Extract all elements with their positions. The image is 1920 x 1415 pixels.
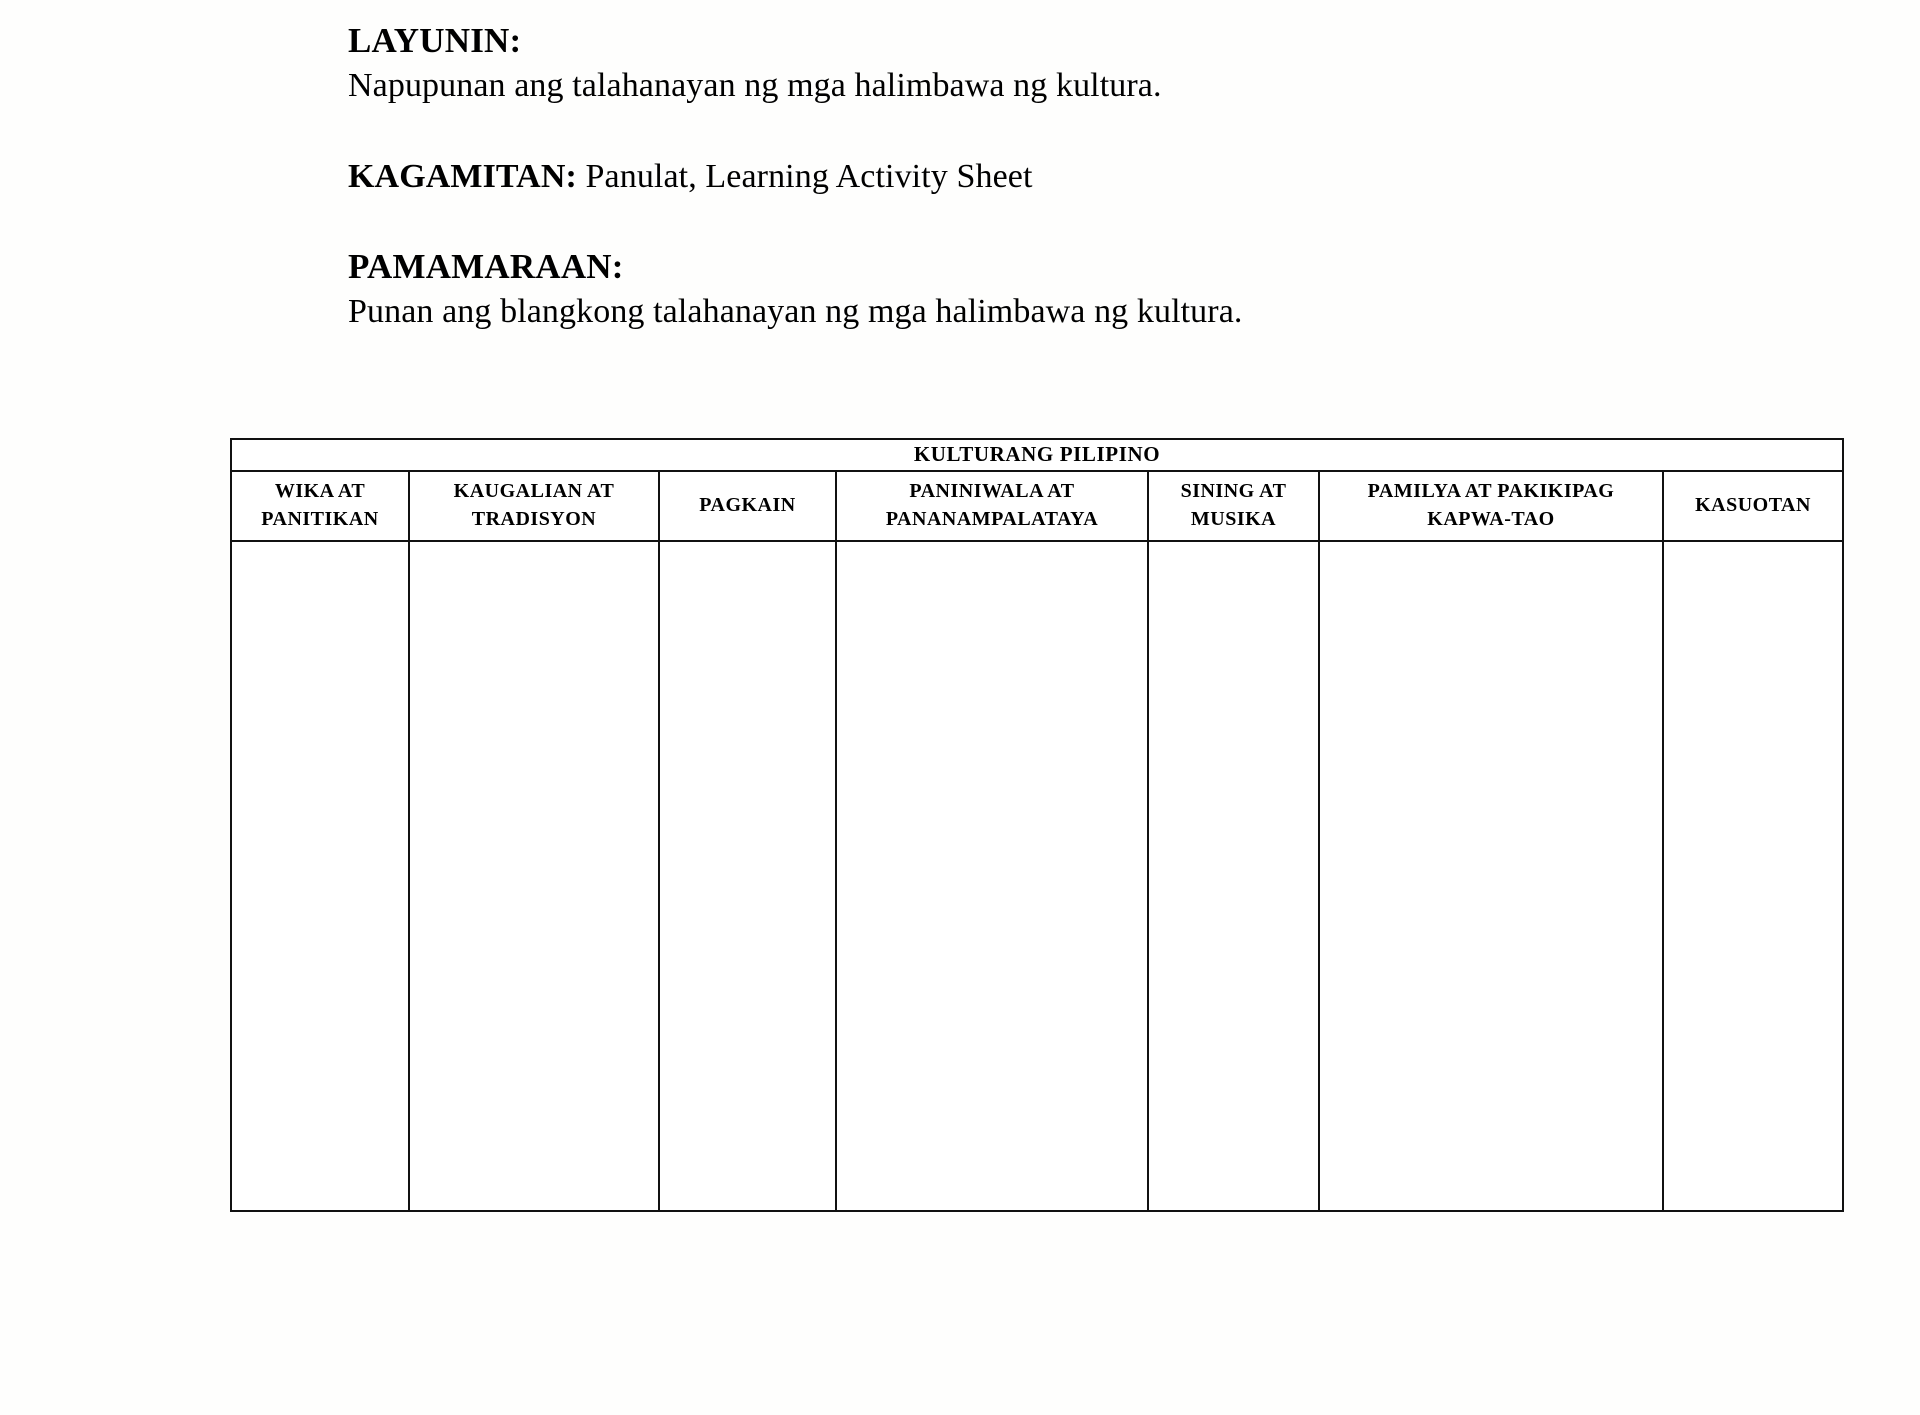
table-header-row	[231, 471, 1843, 541]
column-header-kaugalian-at-tradisyon	[409, 471, 659, 541]
answer-cell-pamilya-at-pakikipag-kapwa-tao[interactable]	[1319, 541, 1663, 1211]
header-line-2: TRADISYON	[471, 508, 597, 530]
spacer-2	[348, 200, 1648, 244]
answer-cell-kasuotan[interactable]	[1663, 541, 1843, 1211]
answer-cell-wika-at-panitikan[interactable]	[231, 541, 409, 1211]
kagamitan-body: Panulat, Learning Activity Sheet	[585, 158, 1033, 196]
answer-cell-paniniwala-at-pananampalataya[interactable]	[836, 541, 1148, 1211]
column-header-wika-at-panitikan	[231, 471, 409, 541]
table-row	[231, 541, 1843, 1211]
header-line-2: PANITIKAN	[261, 508, 379, 530]
header-line-2: KAPWA-TAO	[1427, 508, 1555, 530]
layunin-heading: LAYUNIN:	[348, 21, 522, 60]
column-header-pagkain	[659, 471, 836, 541]
header-line-1: PANINIWALA AT	[909, 480, 1075, 503]
header-line-2: PANANAMPALATAYA	[885, 508, 1099, 530]
column-header-kasuotan	[1663, 471, 1843, 541]
answer-cell-pagkain[interactable]	[659, 541, 836, 1211]
instructions-block	[348, 18, 1648, 335]
header-line-1: KASUOTAN	[1695, 494, 1811, 517]
header-line-1: KAUGALIAN AT	[453, 480, 615, 503]
spacer-1	[348, 109, 1648, 155]
header-line-1: PAGKAIN	[699, 494, 796, 517]
header-line-1: WIKA AT	[274, 480, 366, 503]
header-line-2: MUSIKA	[1190, 508, 1277, 530]
column-header-pamilya-at-pakikipag-kapwa-tao	[1319, 471, 1663, 541]
answer-cell-kaugalian-at-tradisyon[interactable]	[409, 541, 659, 1211]
kulturang-pilipino-table-wrap	[230, 438, 1842, 1212]
kulturang-pilipino-table	[230, 438, 1844, 1212]
pamamaraan-heading: PAMAMARAAN:	[348, 246, 624, 286]
pamamaraan-body: Punan ang blangkong talahanayan ng mga halimbawa ng kultura.	[348, 293, 1243, 331]
column-header-sining-at-musika	[1148, 471, 1319, 541]
table-title-row	[231, 439, 1843, 471]
header-line-1: PAMILYA AT PAKIKIPAG	[1367, 480, 1615, 503]
kagamitan-body-spacer	[577, 158, 586, 195]
header-line-1: SINING AT	[1180, 480, 1287, 503]
table-title: KULTURANG PILIPINO	[231, 439, 1843, 471]
layunin-body: Napupunan ang talahanayan ng mga halimbawa ng kultura.	[348, 67, 1162, 105]
kagamitan-line	[348, 155, 1648, 200]
answer-cell-sining-at-musika[interactable]	[1148, 541, 1319, 1211]
kagamitan-heading: KAGAMITAN:	[348, 158, 577, 196]
column-header-paniniwala-at-pananampalataya	[836, 471, 1148, 541]
